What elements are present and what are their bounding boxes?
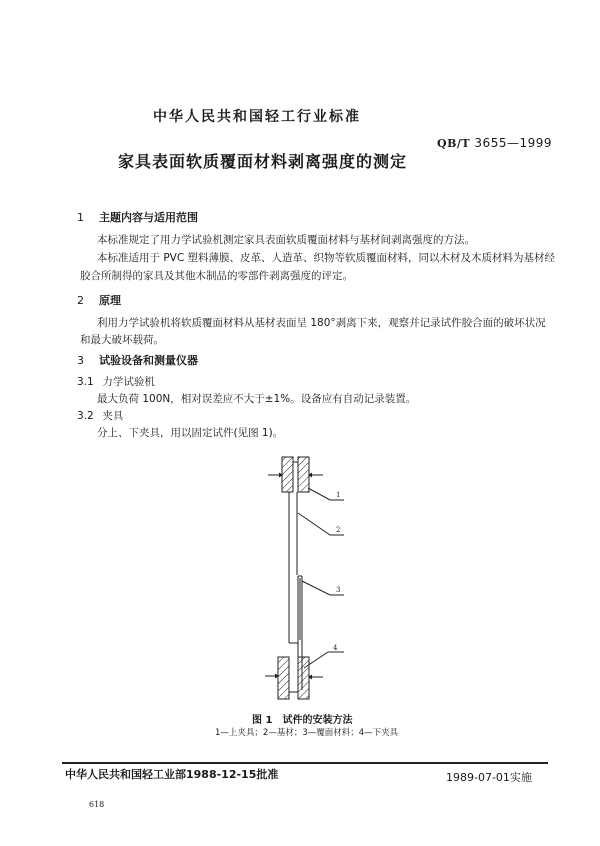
standard-code-number: 3655—1999 (474, 136, 552, 150)
section-title: 原理 (99, 294, 121, 307)
figure-caption: 图 1 试件的安装方法 (252, 715, 353, 726)
leader-line-4 (304, 652, 344, 668)
section-number: 3 (77, 354, 84, 367)
subsection-3-2-text: 分上、下夹具，用以固定试件(见图 1)。 (97, 427, 284, 439)
section-1-heading (77, 209, 198, 225)
subsection-number: 3.1 (77, 376, 94, 388)
subsection-3-1-heading (77, 374, 155, 391)
standard-code (437, 136, 552, 150)
section-2-heading (77, 292, 121, 308)
section-number: 2 (77, 294, 84, 307)
subsection-number: 3.2 (77, 410, 94, 422)
footer-divider (62, 762, 548, 764)
document-title: 家具表面软质覆面材料剥离强度的测定 (118, 152, 408, 171)
section-2-paragraph-line-1: 利用力学试验机将软质覆面材料从基材表面呈 180°剥离下来，观察并记录试件胶合面的破坏状况 (97, 317, 546, 329)
section-1-paragraph-1: 本标准规定了用力学试验机测定家具表面软质覆面材料与基材间剥离强度的方法。 (97, 234, 475, 246)
figure-legend: 1—上夹具；2—基材；3—覆面材料；4—下夹具 (215, 728, 399, 738)
issuing-organization: 中华人民共和国轻工行业标准 (153, 109, 361, 125)
subsection-3-1-text: 最大负荷 100N，相对误差应不大于±1%。设备应有自动记录装置。 (97, 393, 417, 405)
subsection-title: 夹具 (102, 410, 124, 422)
label-3: 3 (336, 586, 341, 594)
section-1-paragraph-2-line-2: 胶合所制得的家具及其他木制品的零部件剥离强度的评定。 (80, 270, 353, 282)
upper-clamp (268, 457, 323, 492)
subsection-title: 力学试验机 (102, 376, 155, 388)
approval-statement: 中华人民共和国轻工业部1988-12-15批准 (65, 768, 279, 781)
figure-1-diagram (250, 440, 360, 710)
label-1: 1 (336, 491, 341, 499)
effective-date: 1989-07-01实施 (446, 771, 532, 784)
section-3-heading (77, 352, 198, 368)
label-2: 2 (336, 526, 341, 534)
section-title: 试验设备和测量仪器 (99, 354, 198, 367)
substrate-plate (289, 492, 298, 643)
section-number: 1 (77, 211, 84, 224)
label-4: 4 (333, 644, 338, 652)
section-title: 主题内容与适用范围 (99, 211, 198, 224)
page-number: 618 (89, 800, 105, 809)
lower-clamp (265, 657, 323, 699)
section-2-paragraph-line-2: 和最大破坏载荷。 (80, 334, 164, 346)
subsection-3-2-heading (77, 408, 123, 425)
standard-code-prefix: QB/T (437, 137, 471, 150)
section-1-paragraph-2-line-1: 本标准适用于 PVC 塑料薄膜、皮革、人造革、织物等软质覆面材料，同以木材及木质材料为基材经 (97, 252, 556, 264)
